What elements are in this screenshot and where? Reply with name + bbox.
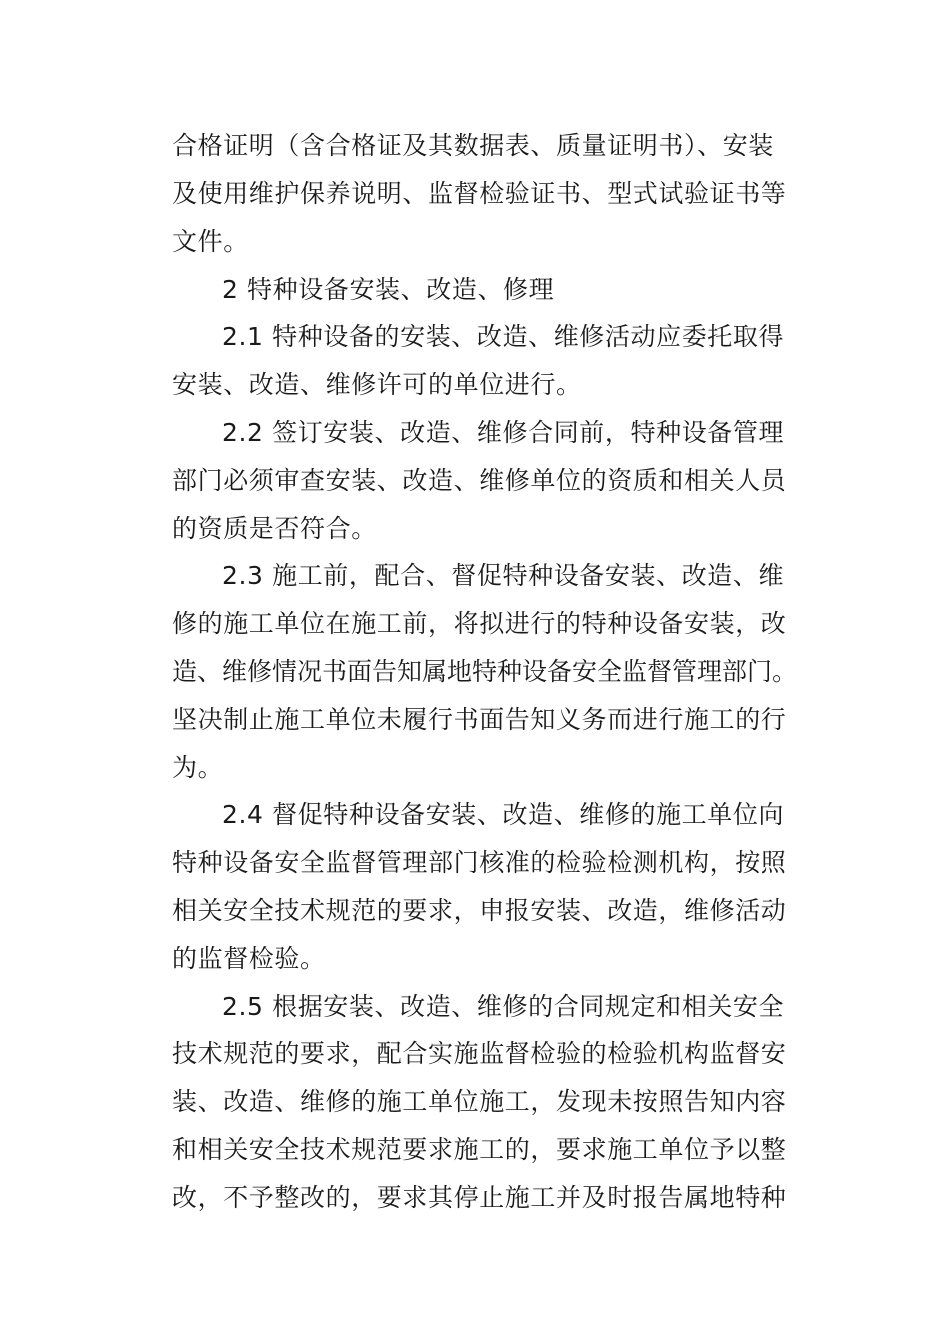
text-line: 改，不予整改的，要求其停止施工并及时报告属地特种 [172,1183,787,1212]
text-line: 为。 [172,753,224,782]
text-line: 合格证明（含合格证及其数据表、质量证明书）、安装 [172,131,774,160]
text-line: 及使用维护保养说明、监督检验证书、型式试验证书等 [172,179,787,208]
text-line: 装、改造、维修的施工单位施工，发现未按照告知内容 [172,1087,787,1116]
text-line: 2.3 施工前，配合、督促特种设备安装、改造、维 [222,561,785,590]
text-line: 和相关安全技术规范要求施工的，要求施工单位予以整 [172,1135,787,1164]
text-line: 部门必须审查安装、改造、维修单位的资质和相关人员 [172,466,787,495]
text-line: 修的施工单位在施工前，将拟进行的特种设备安装，改 [172,609,787,638]
text-line: 2.4 督促特种设备安装、改造、维修的施工单位向 [222,800,785,829]
text-line: 2.2 签订安装、改造、维修合同前，特种设备管理 [222,418,785,447]
text-line: 2.1 特种设备的安装、改造、维修活动应委托取得 [222,322,785,351]
text-line: 坚决制止施工单位未履行书面告知义务而进行施工的行 [172,705,787,734]
text-line: 技术规范的要求，配合实施监督检验的检验机构监督安 [172,1039,787,1068]
text-line: 造、维修情况书面告知属地特种设备安全监督管理部门。 [172,657,798,686]
section-heading: 2 特种设备安装、改造、修理 [222,275,555,304]
text-line: 相关安全技术规范的要求，申报安装、改造，维修活动 [172,896,787,925]
text-line: 的资质是否符合。 [172,514,377,543]
text-line: 安装、改造、维修许可的单位进行。 [172,370,582,399]
text-line: 特种设备安全监督管理部门核准的检验检测机构，按照 [172,848,787,877]
text-line: 的监督检验。 [172,944,326,973]
text-line: 文件。 [172,227,249,256]
text-line: 2.5 根据安装、改造、维修的合同规定和相关安全 [222,992,785,1021]
